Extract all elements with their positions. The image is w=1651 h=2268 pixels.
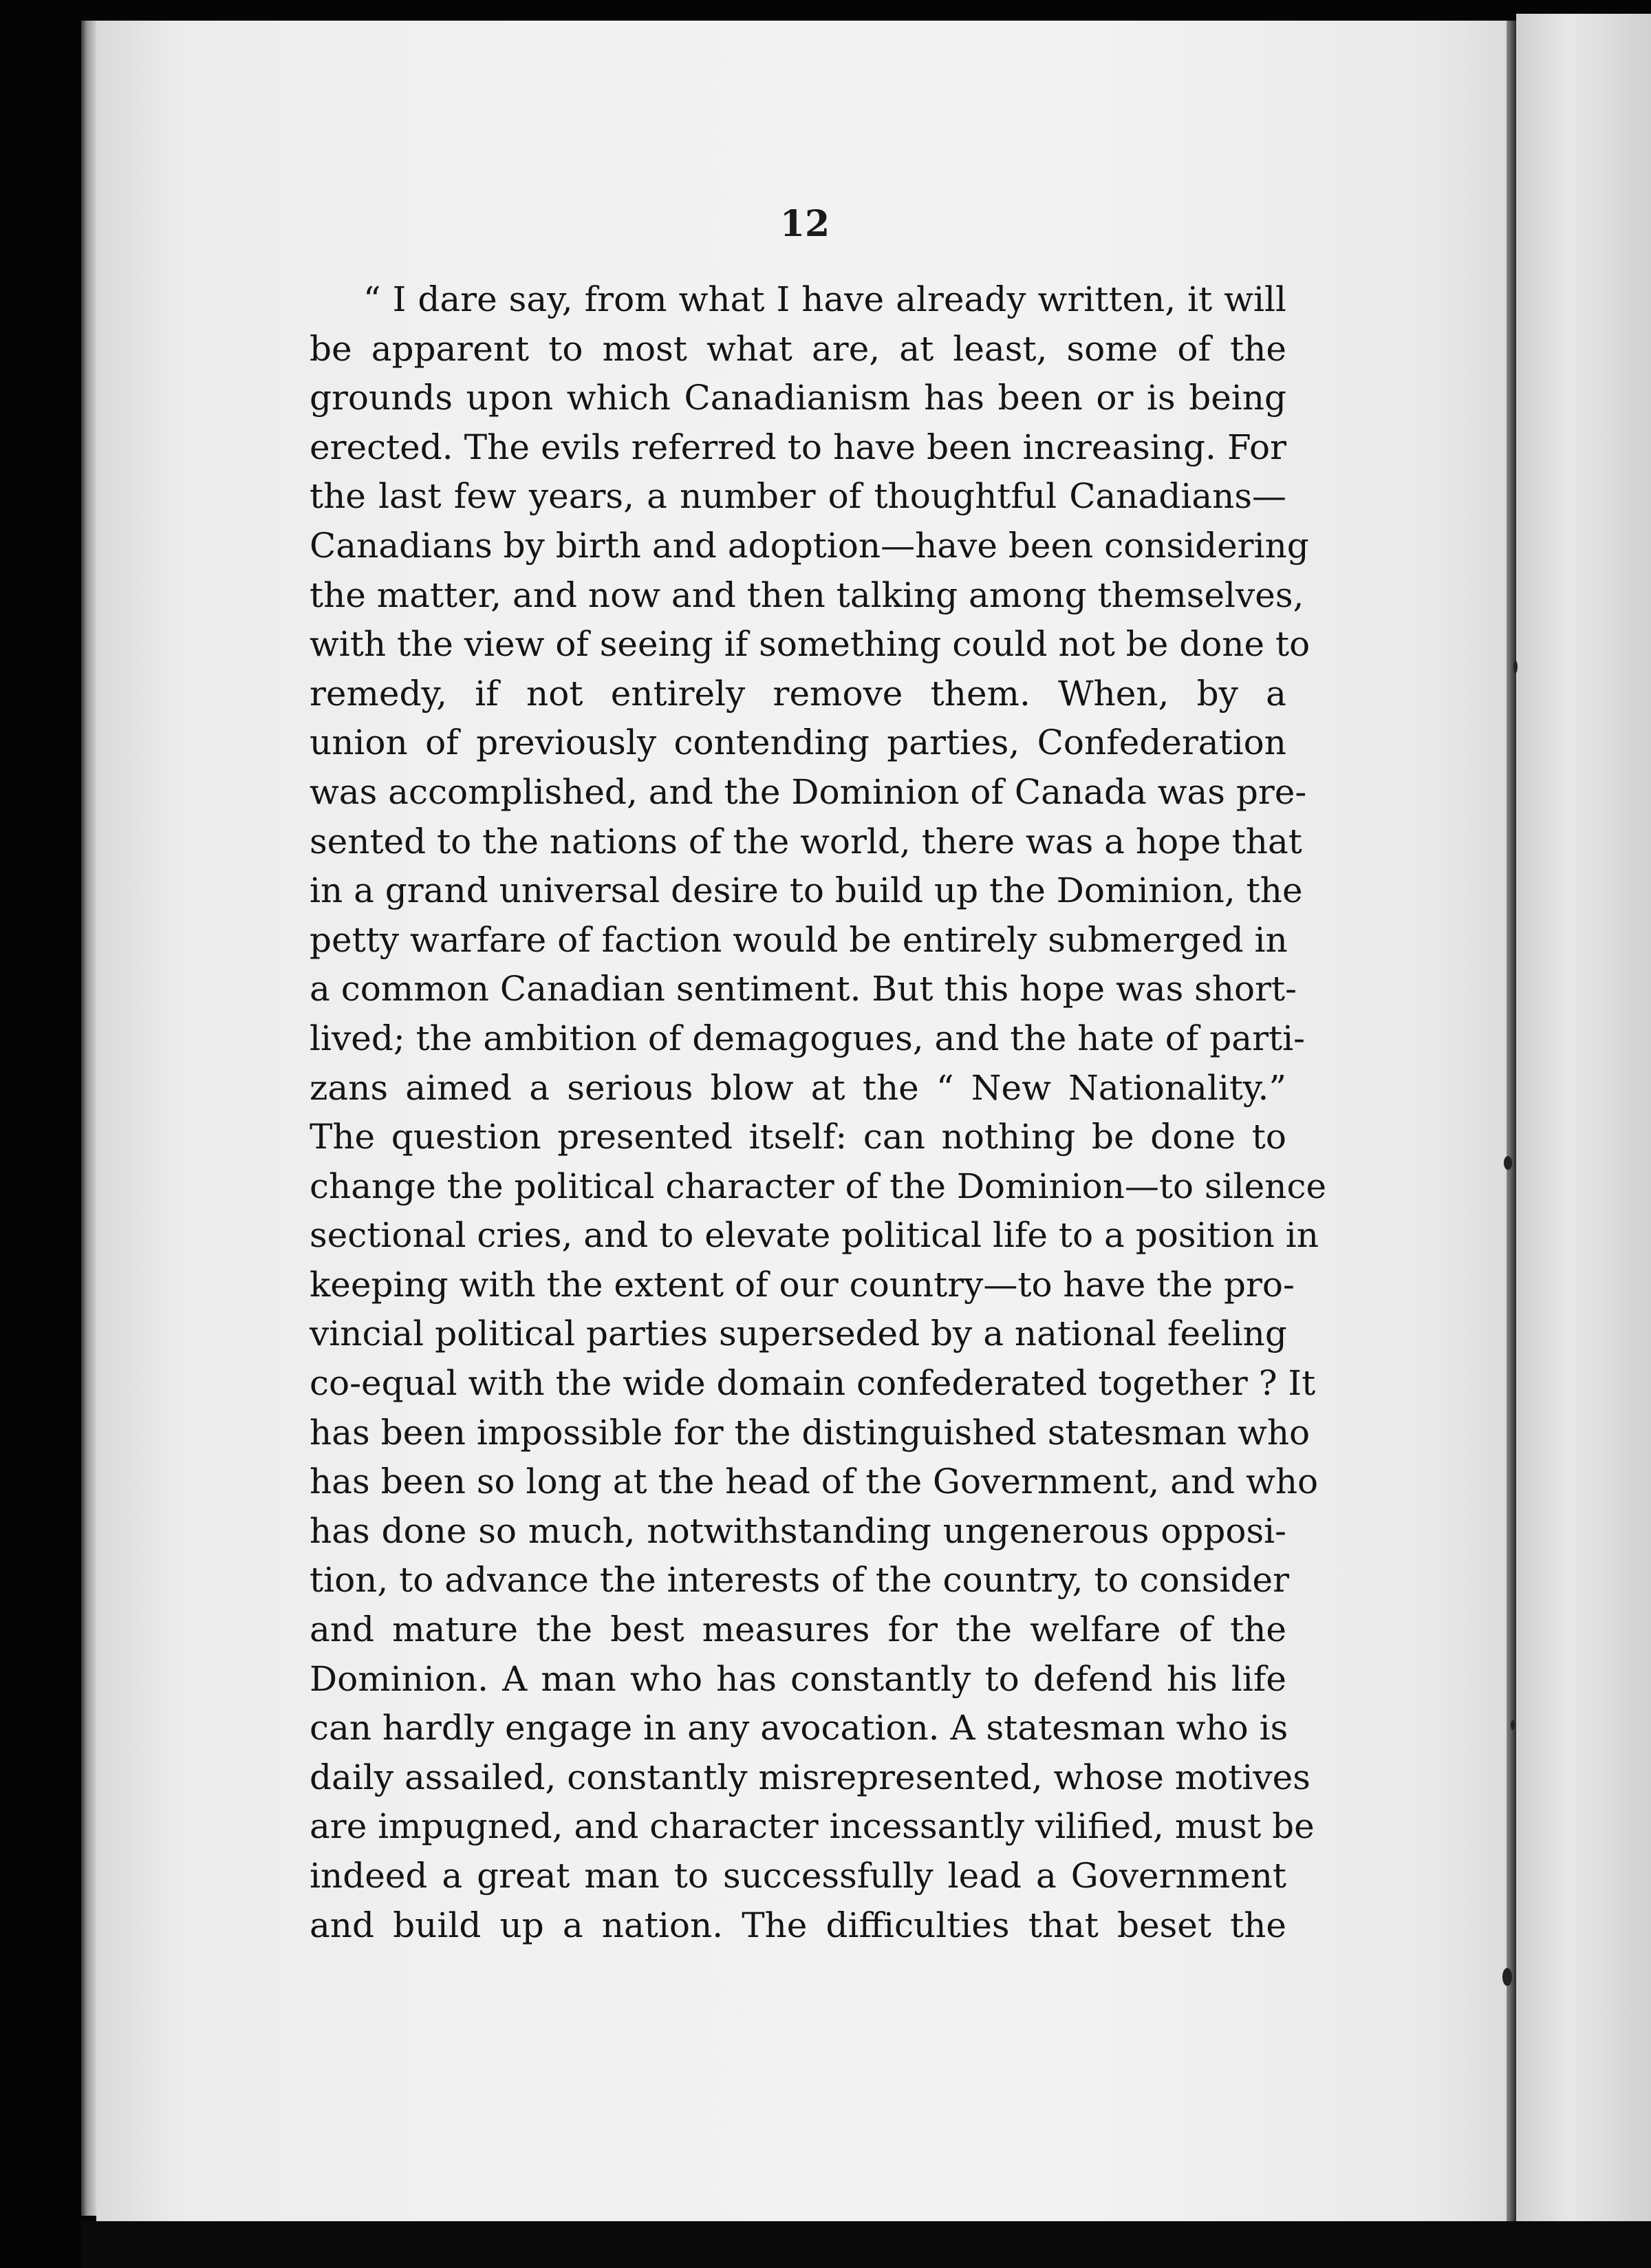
scan-speck [1511,1720,1515,1730]
text-line: daily assailed, constantly misrepresented, whose motives [310,1757,1310,1797]
text-line: the last few years, a number of thoughtful Canadians— [310,476,1286,517]
text-line: with the view of seeing if something could not be done to [310,624,1310,665]
page-gutter [1507,21,1516,2223]
text-line: a common Canadian sentiment. But this hope was short- [310,969,1297,1009]
text-line: has been impossible for the distinguished statesman who [310,1412,1310,1453]
text-line: Canadians by birth and adoption—have been considering [310,525,1309,566]
text-line: tion, to advance the interests of the country, to consider [310,1560,1289,1601]
page-number: 12 [779,203,830,245]
adjacent-page-edge [1516,14,1651,2229]
text-line: has done so much, notwithstanding ungenerous opposi- [310,1510,1286,1551]
text-line: sented to the nations of the world, there was a hope that [310,821,1302,862]
text-line: in a grand universal desire to build up the Dominion, the [310,870,1303,911]
text-line: union of previously contending parties, Confederation [310,723,1286,763]
text-line: was accomplished, and the Dominion of Canada was pre- [310,771,1307,812]
text-line: be apparent to most what are, at least, some of the [310,328,1286,369]
text-line: vincial political parties superseded by a national feeling [310,1314,1287,1354]
text-line: co-equal with the wide domain confederated together ? It [310,1363,1316,1404]
scan-speck [1504,1156,1512,1170]
scan-speck [1513,661,1518,673]
text-line: and mature the best measures for the welfare of the [310,1609,1286,1650]
text-line: change the political character of the Dominion—to silence [310,1166,1327,1206]
text-line: sectional cries, and to elevate political life to a position in [310,1215,1319,1256]
text-line: the matter, and now and then talking among themselves, [310,575,1304,615]
text-line: lived; the ambition of demagogues, and the hate of parti- [310,1018,1305,1058]
body-text [310,275,1327,1950]
text-line: remedy, if not entirely remove them. When, by a [310,673,1286,714]
text-line: erected. The evils referred to have been increasing. For [310,427,1286,467]
text-line: are impugned, and character incessantly vilified, must be [310,1806,1315,1847]
text-line: petty warfare of faction would be entirely submerged in [310,919,1288,960]
text-line: “ I dare say, from what I have already written, it will [363,279,1286,319]
bottom-shadow [81,2221,1651,2268]
text-line: The question presented itself: can nothing be done to [310,1117,1286,1157]
text-line: zans aimed a serious blow at the “ New Nationality.” [310,1067,1286,1108]
text-line: has been so long at the head of the Government, and who [310,1462,1319,1502]
text-line: grounds upon which Canadianism has been or is being [310,378,1286,418]
text-line: can hardly engage in any avocation. A statesman who is [310,1708,1288,1748]
text-line: Dominion. A man who has constantly to defend his life [310,1658,1286,1699]
text-line: keeping with the extent of our country—to have the pro- [310,1264,1295,1305]
text-line: and build up a nation. The difficulties that beset the [310,1905,1286,1945]
text-line: indeed a great man to successfully lead a Government [310,1856,1286,1896]
page-left-edge [81,21,96,2216]
scan-speck [1502,1968,1512,1986]
